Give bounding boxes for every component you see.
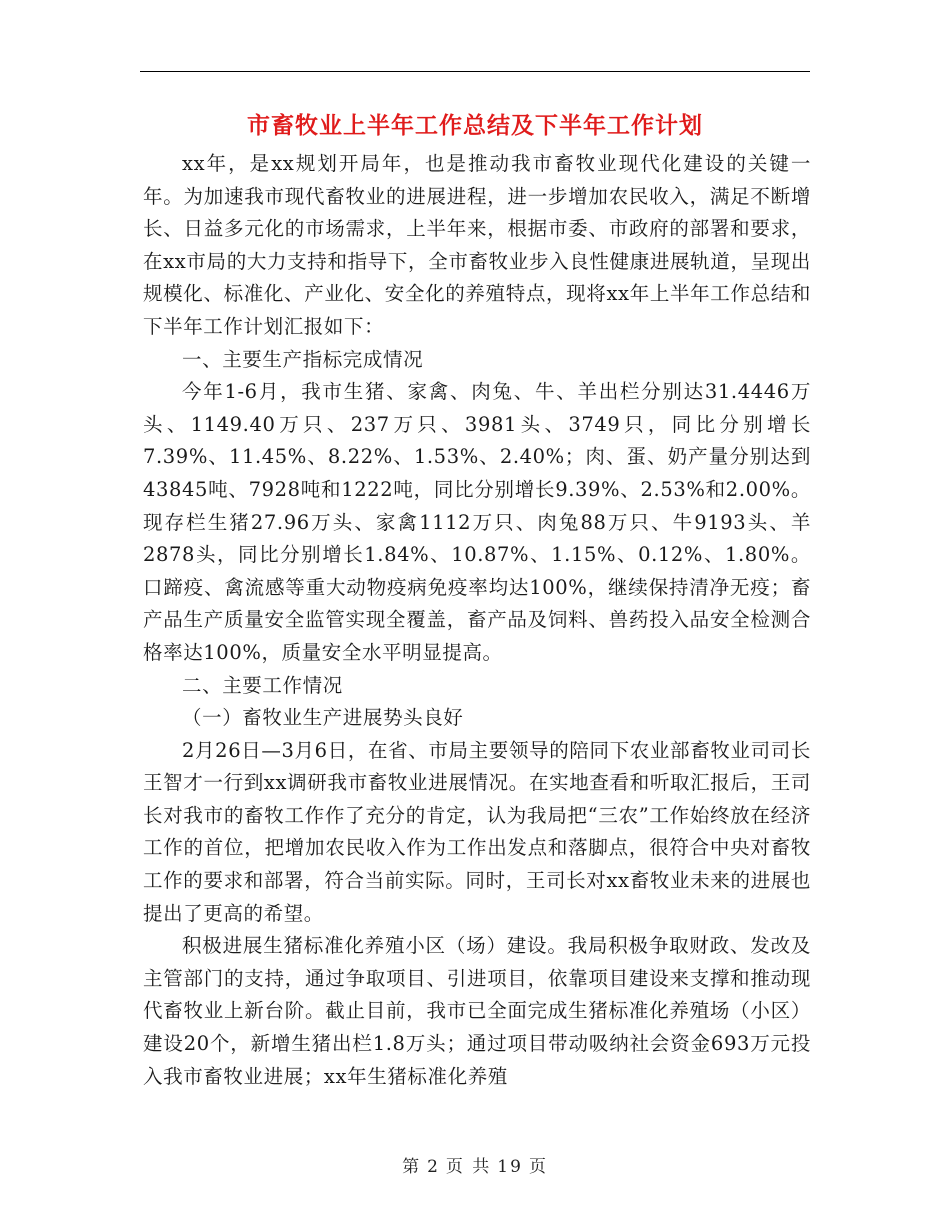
section-heading-2: 二、主要工作情况 bbox=[182, 673, 343, 697]
page-number: 2 bbox=[427, 1157, 440, 1177]
standardization-paragraph: 积极进展生猪标准化养殖小区（场）建设。我局积极争取财政、发改及主管部门的支持，通过争取项目、引进项目，依靠项目建设来支撑和推动现代畜牧业上新台阶。截止目前，我市已全面完成生猪标准化养殖场（小区）建设20个，新增生猪出栏1.8万头；通过项目带动吸纳社会资金693万元投入我市畜牧业进展；xx年生猪标准化养殖 bbox=[143, 934, 811, 1088]
research-visit-paragraph: 2月26日—3月6日，在省、市局主要领导的陪同下农业部畜牧业司司长王智才一行到xx调研我市畜牧业进展情况。在实地查看和听取汇报后，王司长对我市的畜牧工作作了充分的肯定，认为我局把“三农”工作始终放在经济工作的首位，把增加农民收入作为工作出发点和落脚点，很符合中央对畜牧工作的要求和部署，符合当前实际。同时，王司长对xx畜牧业未来的进展也提出了更高的希望。 bbox=[143, 738, 811, 925]
footer-prefix: 第 bbox=[402, 1157, 422, 1177]
header-rule bbox=[140, 71, 810, 72]
intro-paragraph: xx年，是xx规划开局年，也是推动我市畜牧业现代化建设的关键一年。为加速我市现代畜牧业的进展进程，进一步增加农民收入，满足不断增长、日益多元化的市场需求，上半年来，根据市委、市政府的部署和要求，在xx市局的大力支持和指导下，全市畜牧业步入良性健康进展轨道，呈现出规模化、标准化、产业化、安全化的养殖特点，现将xx年上半年工作总结和下半年工作计划汇报如下： bbox=[143, 152, 811, 338]
document-body bbox=[143, 148, 811, 1093]
document-title: 市畜牧业上半年工作总结及下半年工作计划 bbox=[247, 113, 703, 139]
footer-middle: 页 共 bbox=[445, 1157, 492, 1177]
subsection-heading-1: （一）畜牧业生产进展势头良好 bbox=[182, 706, 464, 730]
footer-suffix: 页 bbox=[528, 1157, 548, 1177]
indicators-paragraph: 今年1-6月，我市生猪、家禽、肉兔、牛、羊出栏分别达31.4446万头、1149.40万只、237万只、3981头、3749只，同比分别增长7.39%、11.45%、8.22%、1.53%、2.40%；肉、蛋、奶产量分别达到43845吨、7928吨和1222吨，同比分别增长9.39%、2.53%和2.00%。现存栏生猪27.96万头、家禽1112万只、肉兔88万只、牛9193头、羊2878头，同比分别增长1.84%、10.87%、1.15%、0.12%、1.80%。口蹄疫、禽流感等重大动物疫病免疫率均达100%，继续保持清净无疫；畜产品生产质量安全监管实现全覆盖，畜产品及饲料、兽药投入品安全检测合格率达100%，质量安全水平明显提高。 bbox=[143, 380, 811, 664]
page-footer bbox=[0, 1152, 950, 1177]
section-heading-1: 一、主要生产指标完成情况 bbox=[182, 347, 424, 371]
total-pages: 19 bbox=[497, 1157, 523, 1177]
